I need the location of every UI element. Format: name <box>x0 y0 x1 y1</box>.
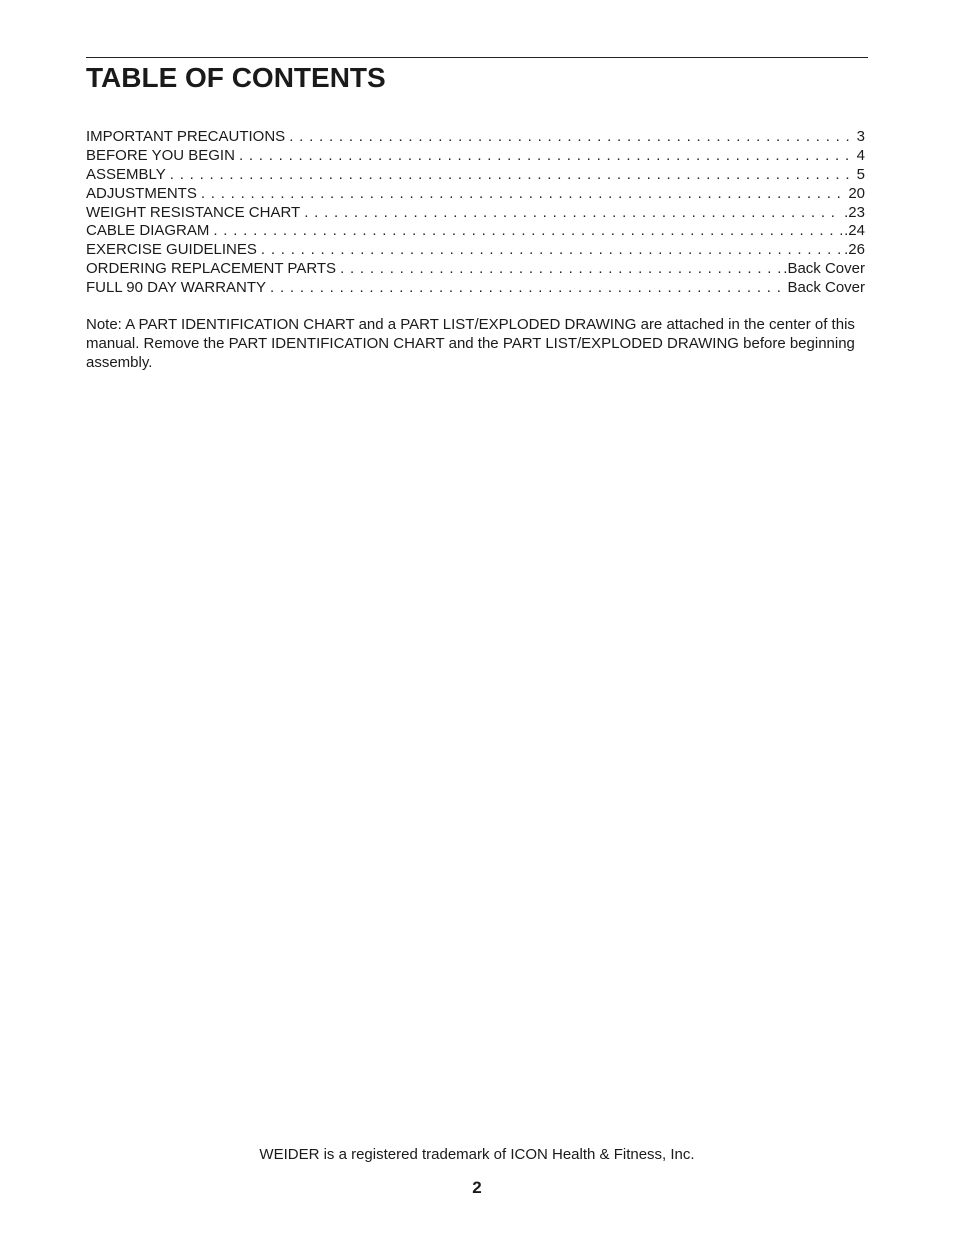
toc-dot-leader <box>289 128 854 147</box>
top-rule <box>86 57 868 58</box>
toc-entry-page: 3 <box>856 128 865 145</box>
toc-entry-page: .Back Cover <box>783 260 865 278</box>
toc-entry-label: EXERCISE GUIDELINES <box>86 241 257 259</box>
toc-entry-label: ORDERING REPLACEMENT PARTS <box>86 260 337 278</box>
toc-dot-leader <box>340 260 781 279</box>
toc-entry-label: BEFORE YOU BEGIN <box>86 146 235 164</box>
toc-dot-leader <box>261 241 842 260</box>
toc-dot-leader <box>239 147 855 166</box>
toc-entry-full-90-day-warranty[interactable] <box>86 279 865 298</box>
toc-entry-page: .24 <box>844 222 865 240</box>
toc-entry-page: .26 <box>844 241 865 259</box>
toc-dot-leader <box>213 222 842 241</box>
toc-entry-exercise-guidelines[interactable] <box>86 241 865 260</box>
toc-dot-leader <box>170 166 855 185</box>
page-number: 2 <box>472 1178 482 1197</box>
page-title: TABLE OF CONTENTS <box>86 62 386 93</box>
toc-entry-page: 20 <box>848 184 865 202</box>
toc-entry-label: ASSEMBLY <box>86 165 166 183</box>
toc-entry-adjustments[interactable] <box>86 185 865 204</box>
toc-entry-label: IMPORTANT PRECAUTIONS <box>86 128 286 145</box>
toc-entry-label: WEIGHT RESISTANCE CHART <box>86 203 301 221</box>
trademark-notice: WEIDER is a registered trademark of ICON Health & Fitness, Inc. <box>259 1146 695 1163</box>
toc-dot-leader <box>201 185 846 204</box>
toc-entry-ordering-replacement-parts[interactable] <box>86 260 865 279</box>
toc-dot-leader <box>270 279 785 298</box>
toc-entry-important-precautions[interactable] <box>86 128 865 147</box>
toc-entry-label: FULL 90 DAY WARRANTY <box>86 279 267 297</box>
toc-dot-leader <box>304 204 842 223</box>
table-of-contents <box>86 128 865 298</box>
toc-entry-label: ADJUSTMENTS <box>86 184 197 202</box>
assembly-note: Note: A PART IDENTIFICATION CHART and a PART LIST/EXPLODED DRAWING are attached in the center of this manual. Remove the PART IDENTIFICATION CHART and the PART LIST/EXPLODED DRAWING before beginning assembly. <box>86 316 855 371</box>
toc-entry-label: CABLE DIAGRAM <box>86 222 210 240</box>
toc-entry-cable-diagram[interactable] <box>86 222 865 241</box>
toc-entry-page: .23 <box>844 203 865 221</box>
toc-entry-page: Back Cover <box>787 279 865 297</box>
toc-entry-page: 4 <box>856 146 865 164</box>
toc-entry-before-you-begin[interactable] <box>86 147 865 166</box>
toc-entry-weight-resistance-chart[interactable] <box>86 204 865 223</box>
toc-entry-assembly[interactable] <box>86 166 865 185</box>
toc-entry-page: 5 <box>856 165 865 183</box>
